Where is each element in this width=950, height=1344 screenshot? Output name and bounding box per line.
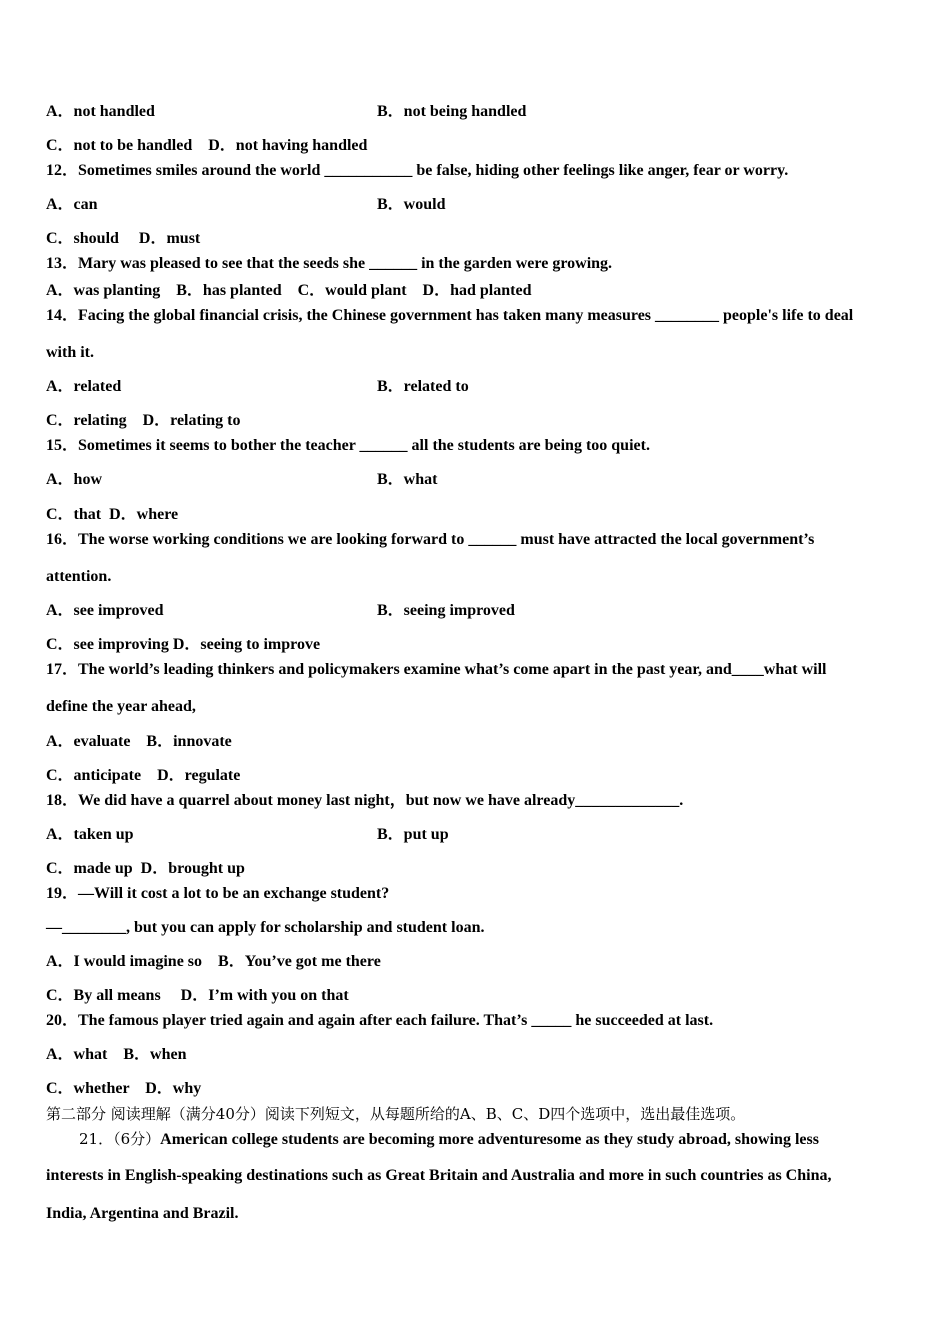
options-cd-q12: C．should D．must [46,230,201,247]
question-13: 13．Mary was pleased to see that the seeds she ______ in the garden were growing. [46,255,613,272]
question-19: 19．—Will it cost a lot to be an exchange student? [46,885,390,902]
question-21-number: 21．（6分） [79,1130,161,1148]
options-q13: A．was planting B．has planted C．would plant D．had planted [46,282,532,299]
question-17-cont: define the year ahead, [46,698,196,715]
option-a-q12: A．can [46,196,98,213]
options-cd-q17: C．anticipate D．regulate [46,767,241,784]
option-b-q11: B．not being handled [377,103,527,120]
option-b-q12: B．would [377,196,446,213]
options-ab-q20: A．what B．when [46,1046,187,1063]
option-a-q11: A．not handled [46,103,155,120]
option-a-q18: A．taken up [46,826,134,843]
options-cd-q14: C．relating D．relating to [46,412,241,429]
option-b-q14: B．related to [377,378,469,395]
question-21-line-3: India, Argentina and Brazil. [46,1205,239,1222]
option-a-q15: A．how [46,471,103,488]
option-b-q15: B．what [377,471,438,488]
options-ab-q17: A．evaluate B．innovate [46,733,232,750]
options-ab-q19: A．I would imagine so B．You’ve got me there [46,953,381,970]
options-cd-q11: C．not to be handled D．not having handled [46,137,368,154]
option-a-q14: A．related [46,378,122,395]
question-20: 20．The famous player tried again and again after each failure. That’s _____ he succeeded at last. [46,1012,714,1029]
options-cd-q19: C．By all means D．I’m with you on that [46,987,349,1004]
question-21-text: American college students are becoming more adventuresome as they study abroad, showing less [160,1131,819,1148]
question-21-line-2: interests in English-speaking destinations such as Great Britain and Australia and more in such countries as China, [46,1167,832,1184]
option-b-q16: B．seeing improved [377,602,515,619]
question-16: 16．The worse working conditions we are looking forward to ______ must have attracted the local government’s [46,531,815,548]
question-17: 17．The world’s leading thinkers and policymakers examine what’s come apart in the past year, and____what will [46,661,827,678]
options-cd-q15: C．that D．where [46,506,179,523]
question-19-reply: —________, but you can apply for scholarship and student loan. [46,919,485,936]
question-14: 14．Facing the global financial crisis, the Chinese government has taken many measures ________ people's life to deal [46,307,854,324]
question-14-cont: with it. [46,344,94,361]
option-a-q16: A．see improved [46,602,164,619]
question-16-cont: attention. [46,568,112,585]
options-cd-q16: C．see improving D．seeing to improve [46,636,321,653]
options-cd-q18: C．made up D．brought up [46,860,245,877]
question-18: 18．We did have a quarrel about money last night，but now we have already_____________. [46,792,684,809]
question-15: 15．Sometimes it seems to bother the teacher ______ all the students are being too quiet. [46,437,650,454]
option-b-q18: B．put up [377,826,449,843]
question-21-first-line [79,1129,819,1150]
part-two-heading: 第二部分 阅读理解（满分40分）阅读下列短文，从每题所给的A、B、C、D四个选项中，选出最佳选项。 [46,1105,746,1123]
question-12: 12．Sometimes smiles around the world ___________ be false, hiding other feelings like anger, fear or worry. [46,162,789,179]
options-cd-q20: C．whether D．why [46,1080,202,1097]
